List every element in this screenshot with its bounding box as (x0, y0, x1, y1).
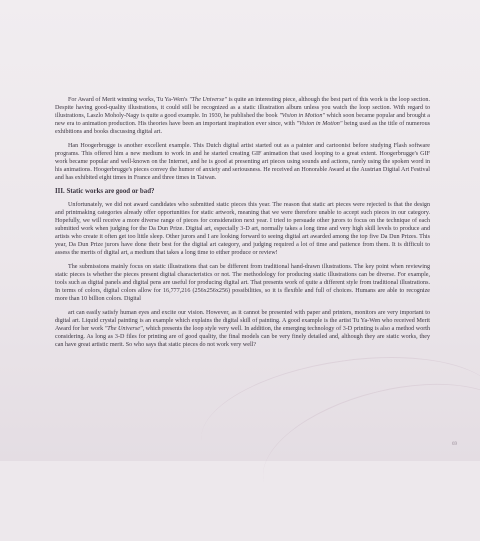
page-number: 69 (452, 442, 457, 447)
paragraph-static-works: Unfortunately, we did not award candidates who submitted static pieces this year. The reason that static art pieces were rejected is that the design and printmaking categories already offer opportunities for static artwork, meaning that we were therefore unable to accept such pieces in our category. Hopefully, we will receive a more diverse range of pieces for consideration next year. I tried to persuade other jurors to focus on the technique of each submitted work when judging for the Da Dun Prize. Digital art, especially 3-D art, normally takes a long time and very high skill levels to produce and artists who create it often get too little sleep. Other jurors and I are looking forward to seeing digital art awarded among the top five Da Dun Prizes. This year, Da Dun Prize jurors have done their best for the digital art category, and judging required a lot of time and patience from them. It is difficult to assess the merits of digital art, a medium that takes a long time to either produce or review! (55, 201, 430, 256)
paragraph-static-illustrations: The submissions mainly focus on static illustrations that can be different from traditional hand-drawn illustrations. The key point when reviewing static pieces is whether the pieces present digital characteristics or not. The methodology for producing static illustrations can be diverse. For example, tools such as digital panels and digital pens are useful for producing digital art. That presents work of quite a different style from traditional illustrations. In terms of colors, digital colors allow for 16,777,216 (256x256x256) possibilities, so it is flexible and full of choices. Humans are able to recognize more than 10 billion colors. Digital (55, 263, 430, 303)
work-title-the-universe-2: "The Universe" (104, 326, 143, 333)
section-heading: III. Static works are good or bad? (55, 188, 155, 196)
paragraph-digital-art-conclusion: art can easily satisfy human eyes and excite our vision. However, as it cannot be presented with paper and printers, monitors are very important to digital art. Liquid crystal painting is an example which explains the digital skill of painting. A good example is the artist Tu Ya-Wen who received Merit Award for her work "The Universe", which presents the loop style very well. In addition, the emerging technology of 3-D printing is also a method worth considering. As long as 3-D files for printing are of good quality, the final models can be very finely detailed and, although they are static works, they can have great artistic merit. So who says that static pieces do not work very well? (55, 310, 431, 349)
paragraph-hoogerbrugge: Han Hoogerbrugge is another excellent example. This Dutch digital artist started out as a painter and cartoonist before studying Flash software programs. This offered him a new medium to work in and he started creating GIF animation that used looping to a great extent. Hoogerbrugge's GIF work became popular and well-known on the Internet, and he is good at presenting art pieces using sounds and actions, rarely using the spoken word in his animations. Hoogerbrugge's pieces convey the humor of anxiety and seriousness. He received an Honorable Award at the Austrian Digital Art Festival and has exhibited eight times in France and three times in Taiwan. (55, 143, 430, 182)
article-body (55, 96, 430, 355)
book-title-vision-in-motion-2: "Vision in Motion" (296, 121, 343, 128)
work-title-the-universe: "The Universe" (189, 97, 227, 103)
paragraph-award-of-merit: For Award of Merit winning works, Tu Ya-Wen's "The Universe" is quite an interesting piece, although the best part of this work is the loop section. Despite having good-quality illustrations, it could still be recognized as a static illustration album unless you watch the loop section. With regard to illustrations, Laszlo Moholy-Nagy is quite a good example. In 1930, he published the book "Vision in Motion" which soon became popular and brought a new era to animation production. His theories have been an important inspiration ever since, with "Vision in Motion" being used as the title of numerous exhibitions and books discussing digital art. (55, 97, 430, 136)
book-title-vision-in-motion: "Vision in Motion" (279, 113, 325, 120)
